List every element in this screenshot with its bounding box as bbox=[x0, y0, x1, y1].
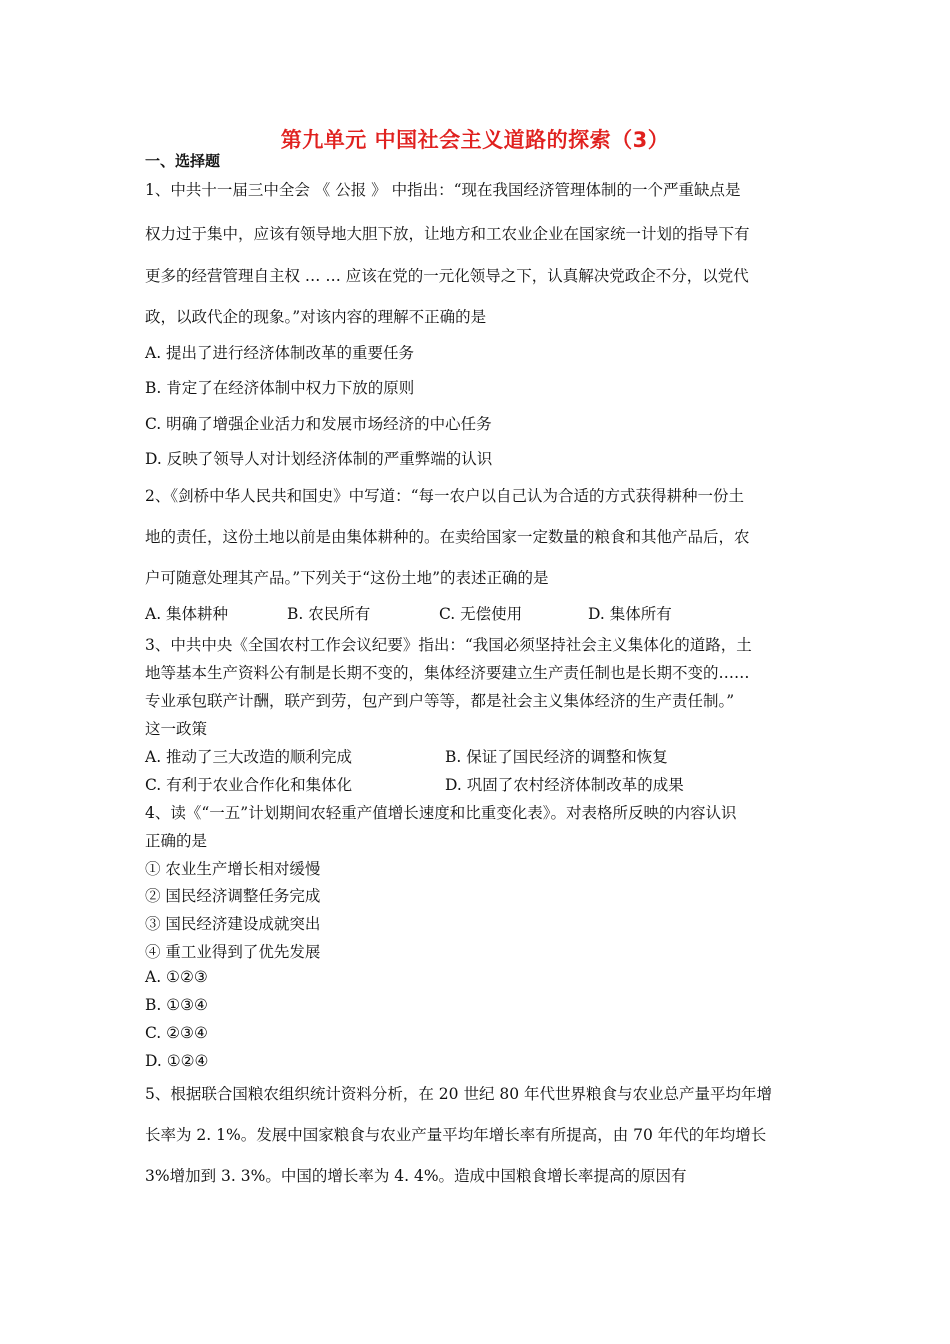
statement-item: ① 农业生产增长相对缓慢 bbox=[145, 860, 321, 878]
question-text-line: 2、《剑桥中华人民共和国史》中写道：“每一农户以自己认为合适的方式获得耕种一份土 bbox=[145, 487, 745, 505]
question-text-line: 更多的经营管理自主权 … … 应该在党的一元化领导之下，认真解决党政企不分，以党代 bbox=[145, 267, 749, 285]
option-d: D. 巩固了农村经济体制改革的成果 bbox=[445, 776, 684, 794]
statement-item: ④ 重工业得到了优先发展 bbox=[145, 943, 321, 961]
statement-item: ② 国民经济调整任务完成 bbox=[145, 887, 321, 905]
question-text-line: 5、根据联合国粮农组织统计资料分析，在 20 世纪 80 年代世界粮食与农业总产量平均年增 bbox=[145, 1085, 773, 1103]
option-d: D. ①②④ bbox=[145, 1052, 209, 1070]
question-text-line: 1、中共十一届三中全会 《 公报 》 中指出：“现在我国经济管理体制的一个严重缺点是 bbox=[145, 181, 741, 199]
question-text-line: 这一政策 bbox=[145, 720, 208, 738]
question-text-line: 户可随意处理其产品。”下列关于“这份土地”的表述正确的是 bbox=[145, 569, 549, 587]
option-a: A. 推动了三大改造的顺利完成 bbox=[145, 748, 353, 766]
option-c: C. 有利于农业合作化和集体化 bbox=[145, 776, 353, 794]
question-text-line: 地等基本生产资料公有制是长期不变的，集体经济要建立生产责任制也是长期不变的…… bbox=[145, 664, 750, 682]
option-a: A. 集体耕种 bbox=[145, 605, 229, 623]
option-c: C. ②③④ bbox=[145, 1024, 208, 1042]
option-b: B. 农民所有 bbox=[287, 605, 371, 623]
option-b: B. ①③④ bbox=[145, 996, 208, 1014]
option-c: C. 无偿使用 bbox=[439, 605, 523, 623]
question-text-line: 政，以政代企的现象。”对该内容的理解不正确的是 bbox=[145, 308, 487, 326]
question-text-line: 长率为 2. 1%。发展中国家粮食与农业产量平均年增长率有所提高，由 70 年代的年均增长 bbox=[145, 1126, 767, 1144]
option-c: C. 明确了增强企业活力和发展市场经济的中心任务 bbox=[145, 415, 492, 433]
section-heading: 一、选择题 bbox=[145, 152, 221, 170]
option-b: B. 肯定了在经济体制中权力下放的原则 bbox=[145, 379, 415, 397]
question-text-line: 地的责任，这份土地以前是由集体耕种的。在卖给国家一定数量的粮食和其他产品后，农 bbox=[145, 528, 750, 546]
question-text-line: 专业承包联产计酬，联产到劳，包产到户等等，都是社会主义集体经济的生产责任制。” bbox=[145, 692, 735, 710]
statement-item: ③ 国民经济建设成就突出 bbox=[145, 915, 321, 933]
option-d: D. 反映了领导人对计划经济体制的严重弊端的认识 bbox=[145, 450, 493, 468]
option-d: D. 集体所有 bbox=[588, 605, 672, 623]
question-text-line: 4、读《“一五”计划期间农轻重产值增长速度和比重变化表》。对表格所反映的内容认识 bbox=[145, 804, 737, 822]
option-a: A. 提出了进行经济体制改革的重要任务 bbox=[145, 344, 415, 362]
question-text-line: 3、中共中央《全国农村工作会议纪要》指出：“我国必须坚持社会主义集体化的道路，土 bbox=[145, 636, 752, 654]
question-text-line: 权力过于集中，应该有领导地大胆下放，让地方和工农业企业在国家统一计划的指导下有 bbox=[145, 225, 750, 243]
question-text-line: 正确的是 bbox=[145, 832, 208, 850]
question-text-line: 3%增加到 3. 3%。中国的增长率为 4. 4%。造成中国粮食增长率提高的原因有 bbox=[145, 1167, 687, 1185]
page-title: 第九单元 中国社会主义道路的探索（3） bbox=[280, 128, 670, 152]
option-b: B. 保证了国民经济的调整和恢复 bbox=[445, 748, 668, 766]
option-a: A. ①②③ bbox=[145, 968, 208, 986]
